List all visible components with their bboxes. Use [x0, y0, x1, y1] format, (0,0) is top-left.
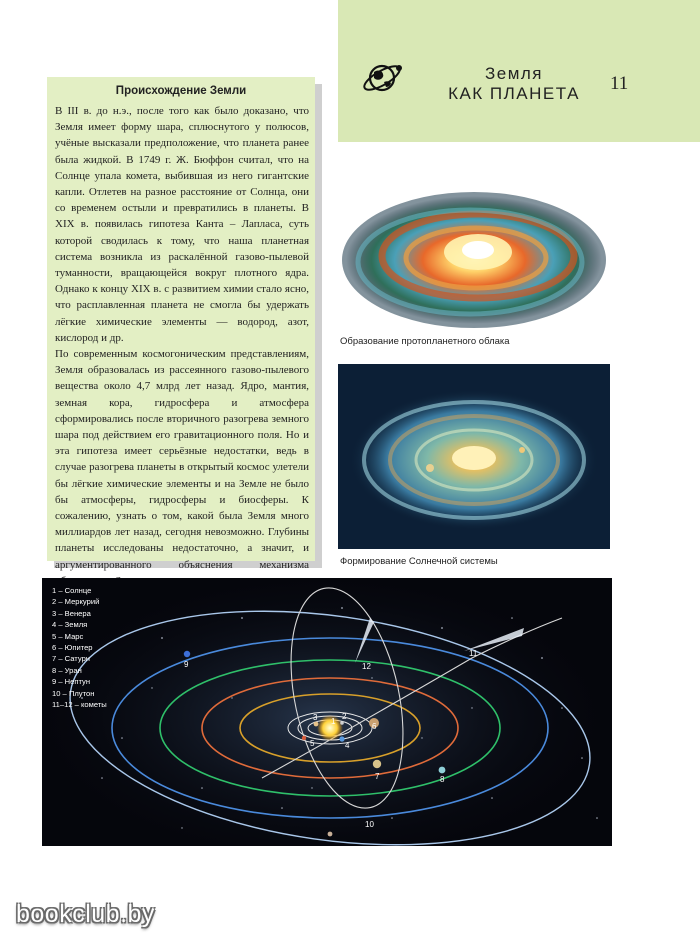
legend-item: 9 – Нептун: [52, 677, 91, 687]
legend-item: 8 – Уран: [52, 665, 82, 675]
legend-item: 2 – Меркурий: [52, 597, 100, 607]
legend-item: 1 – Солнце: [52, 586, 92, 595]
label-4: 4: [345, 741, 350, 750]
globe-orbit-icon: [360, 56, 404, 100]
planet-uranus: [439, 767, 446, 774]
label-11: 11: [469, 649, 478, 658]
system-caption: Формирование Солнечной системы: [340, 556, 498, 567]
sun: [317, 715, 343, 741]
sidebar-box: [47, 77, 315, 571]
sidebar-title: Происхождение Земли: [115, 85, 247, 97]
planet-mercury: [340, 721, 344, 725]
legend-item: 7 – Сатурн: [52, 654, 90, 664]
protoplanetary-cloud-illustration: [338, 190, 610, 330]
orbit-map: [42, 578, 612, 846]
solar-system-diagram: [42, 578, 612, 846]
chapter-title: [448, 64, 580, 104]
legend-item: 3 – Венера: [52, 608, 91, 618]
legend-item: 10 – Плутон: [52, 688, 95, 698]
label-2: 2: [342, 712, 347, 721]
cloud-caption: Образование протопланетного облака: [340, 336, 510, 347]
planet-pluto: [328, 832, 333, 837]
legend-item: 4 – Земля: [52, 620, 88, 630]
legend-item: 5 – Марс: [52, 631, 84, 641]
chapter-title-line2: КАК ПЛАНЕТА: [448, 84, 580, 103]
planet-saturn: [373, 760, 381, 768]
label-8: 8: [440, 775, 445, 784]
legend-item: 6 – Юпитер: [52, 643, 93, 653]
planet-earth: [339, 736, 344, 741]
legend-item: 11–12 – кометы: [52, 700, 107, 710]
planet-venus: [314, 722, 319, 727]
chapter-title-line1: Земля: [484, 64, 544, 83]
solar-system-formation-illustration: [338, 364, 610, 549]
sidebar-text: [55, 103, 309, 589]
sidebar-paragraph-1: В III в. до н.э., после того как было доказано, что Земля имеет форму шара, сплюснутого у полюсов, учёные высказали предположение, что планета ранее была жидкой. В 1749 г. Ж. Бюффон считал, что на Солнце упала комета, выбившая из него гигантские капли. Отлетев на разное расстояние от Солнца, они со временем остыли и превратились в планеты. В XIX в. появилась гипотеза Канта – Лапласа, суть которой сводилась к тому, что наша планетная система возникла из раскалённой газово-пылевой туманности, вращающейся вокруг плотного ядра. Однако к концу XIX в. с развитием химии стало ясно, что расплавленная планета не смогла бы удержать лёгкие химические элементы — водород, азот, кислород и др.: [55, 105, 309, 344]
label-12: 12: [362, 662, 371, 671]
label-3: 3: [313, 713, 318, 722]
label-6: 6: [372, 722, 377, 731]
page-number: 11: [610, 73, 629, 94]
label-5: 5: [310, 739, 315, 748]
watermark: bookclub.by: [16, 900, 155, 928]
label-9: 9: [184, 660, 189, 669]
diagram-legend: [52, 585, 107, 710]
label-1: 1: [331, 717, 336, 726]
planet-neptune: [184, 651, 190, 657]
sidebar-paragraph-2: По современным космогоническим представлениям, Земля образовалась из рассеянного газово-пылевого вещества около 4,7 млрд лет назад. Ядро, мантия, земная кора, гидросфера и атмосфера сформировались после вторичного разогрева земного шара под действием его гравитационного поля. Но и эта гипотеза имеет серьёзные недостатки, ведь в случае разогрева планеты в открытый космос улетели бы лёгкие химические элементы и на Земле не было бы атмосферы, гидросферы и биосферы. К сожалению, узнать о том, какой была Земля много миллиардов лет назад, сегодня невозможно. Глубины планеты исследованы недостаточно, а значит, и аргументированного объяснения механизма: [55, 348, 309, 571]
label-7: 7: [375, 772, 380, 781]
planet-mars: [302, 736, 306, 740]
label-10: 10: [365, 820, 374, 829]
